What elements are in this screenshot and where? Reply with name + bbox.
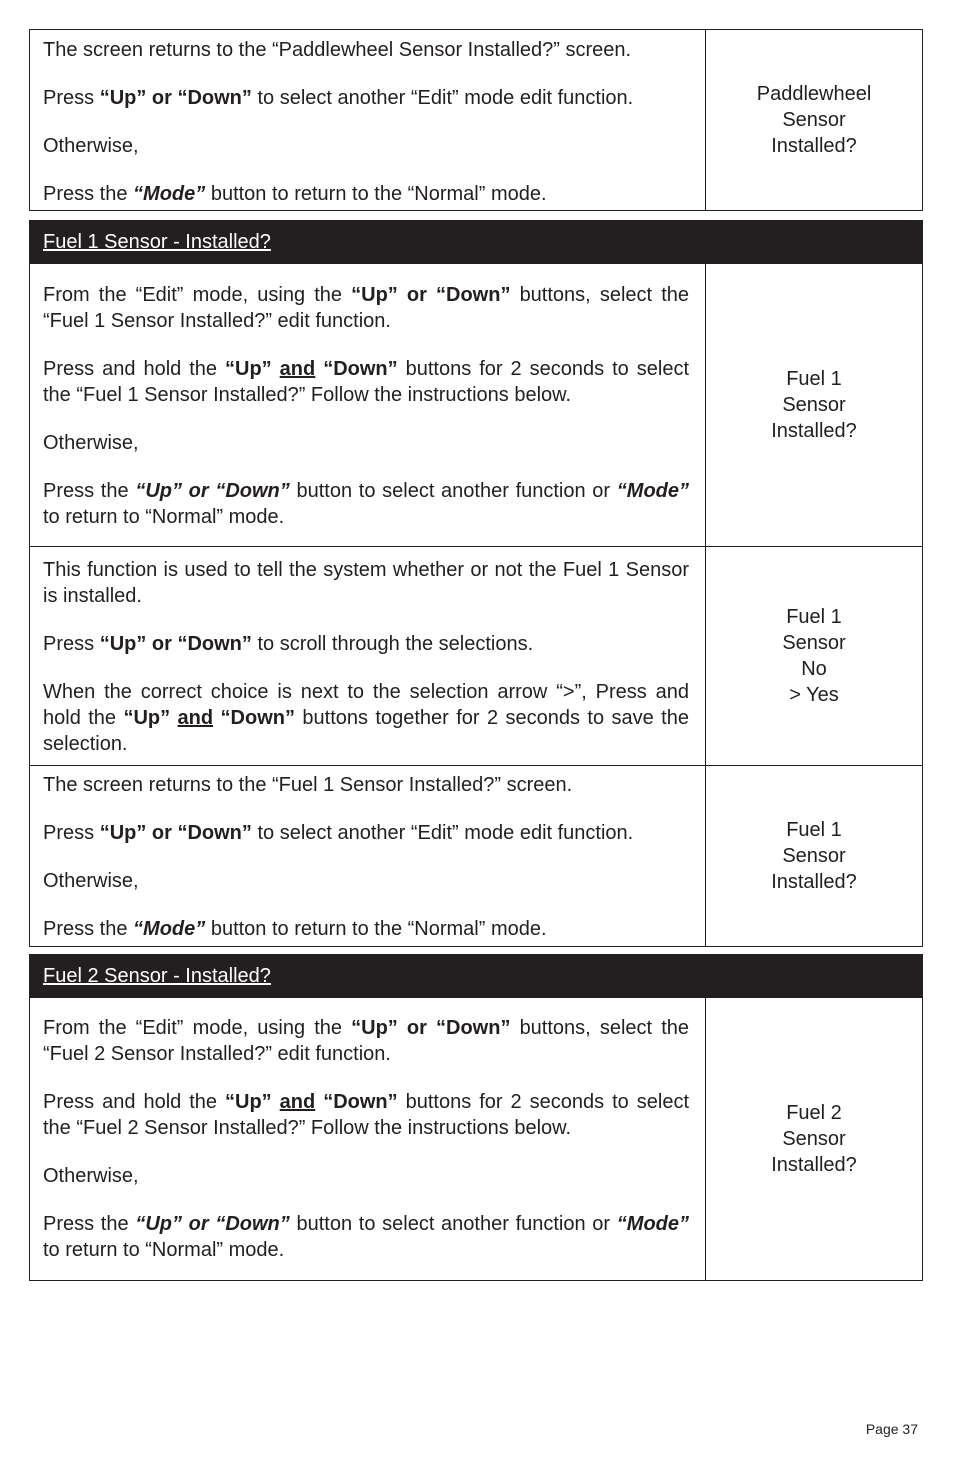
instruction-text — [30, 30, 706, 210]
paddlewheel-return-table — [29, 29, 923, 211]
instruction-paragraph: The screen returns to the “Paddlewheel Sensor Installed?” screen. — [43, 39, 632, 61]
instruction-text — [30, 766, 706, 946]
instruction-paragraph: Press the “Mode” button to return to the “Normal” mode. — [43, 918, 547, 940]
instruction-paragraph: Otherwise, — [43, 432, 139, 454]
instruction-paragraph: The screen returns to the “Fuel 1 Sensor Installed?” screen. — [43, 774, 573, 796]
fuel-2-sensor-table — [29, 954, 923, 1281]
button-label: “Mode” — [133, 183, 206, 205]
display-screen: Fuel 1 Sensor Installed? — [771, 819, 857, 893]
instruction-paragraph: Press “Up” or “Down” to select another “Edit” mode edit function. — [43, 822, 634, 844]
instruction-paragraph: Press and hold the “Up” and “Down” buttons for 2 seconds to select the “Fuel 2 Sensor Installed?” Follow the instructions below. — [43, 1091, 689, 1139]
fuel-1-select-row — [30, 263, 922, 546]
instruction-paragraph: Press the “Mode” button to return to the “Normal” mode. — [43, 183, 547, 205]
instruction-paragraph: From the “Edit” mode, using the “Up” or “Down” buttons, select the “Fuel 2 Sensor Installed?” edit function. — [43, 1017, 689, 1065]
instruction-text — [30, 998, 706, 1280]
fuel-1-setting-row — [30, 546, 922, 765]
instruction-paragraph: Press the “Up” or “Down” button to select another function or “Mode” to return to “Normal” mode. — [43, 480, 689, 528]
instruction-text — [30, 264, 706, 546]
fuel-1-sensor-table — [29, 220, 923, 947]
section-header: Fuel 2 Sensor - Installed? — [30, 955, 922, 997]
instruction-paragraph: Press “Up” or “Down” to select another “Edit” mode edit function. — [43, 87, 634, 109]
instruction-paragraph: From the “Edit” mode, using the “Up” or “Down” buttons, select the “Fuel 1 Sensor Installed?” edit function. — [43, 284, 689, 332]
instruction-paragraph: Otherwise, — [43, 1165, 139, 1187]
fuel-1-return-row — [30, 765, 922, 946]
display-screen: Fuel 2 Sensor Installed? — [771, 1102, 857, 1176]
instruction-paragraph: When the correct choice is next to the selection arrow “>”, Press and hold the “Up” and “Down” buttons together for 2 seconds to save the selection. — [43, 681, 689, 755]
fuel-2-select-row — [30, 997, 922, 1280]
instruction-paragraph: Press “Up” or “Down” to scroll through the selections. — [43, 633, 534, 655]
instruction-paragraph: Otherwise, — [43, 870, 139, 892]
button-label: “Up” or “Down” — [99, 87, 252, 109]
display-screen: Fuel 1 Sensor Installed? — [771, 368, 857, 442]
instruction-paragraph: This function is used to tell the system whether or not the Fuel 1 Sensor is installed. — [43, 559, 689, 607]
instruction-paragraph: Press the “Up” or “Down” button to select another function or “Mode” to return to “Normal” mode. — [43, 1213, 689, 1261]
section-header: Fuel 1 Sensor - Installed? — [30, 221, 922, 263]
instruction-paragraph: Otherwise, — [43, 135, 139, 157]
display-screen: Fuel 1 Sensor No > Yes — [782, 606, 846, 706]
page-number: Page 37 — [865, 1421, 918, 1437]
paddlewheel-return-row — [30, 30, 922, 210]
instruction-text — [30, 547, 706, 765]
instruction-paragraph: Press and hold the “Up” and “Down” buttons for 2 seconds to select the “Fuel 1 Sensor Installed?” Follow the instructions below. — [43, 358, 689, 406]
display-screen: Paddlewheel Sensor Installed? — [756, 83, 872, 157]
